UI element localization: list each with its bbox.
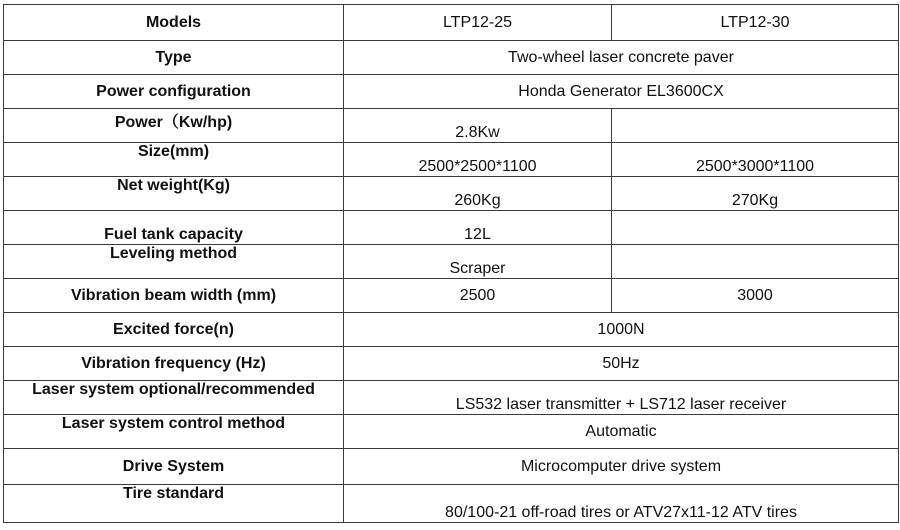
row-label-drive: Drive System — [4, 449, 344, 485]
model-ltp12-30: LTP12-30 — [612, 5, 899, 41]
value-weight-ltp12-30: 270Kg — [612, 177, 899, 211]
table-row — [4, 485, 899, 523]
row-label-tire: Tire standard — [4, 485, 344, 523]
value-laser-system: LS532 laser transmitter + LS712 laser receiver — [344, 381, 899, 415]
value-size-ltp12-25: 2500*2500*1100 — [344, 143, 612, 177]
row-label-laser-control: Laser system control method — [4, 415, 344, 449]
table-row — [4, 5, 899, 41]
table-row — [4, 109, 899, 143]
table-row — [4, 245, 899, 279]
row-label-models: Models — [4, 5, 344, 41]
table-row — [4, 41, 899, 75]
row-label-fuel-tank: Fuel tank capacity — [4, 211, 344, 245]
table-row — [4, 75, 899, 109]
value-frequency: 50Hz — [344, 347, 899, 381]
table-row — [4, 449, 899, 485]
value-power-config: Honda Generator EL3600CX — [344, 75, 899, 109]
value-size-ltp12-30: 2500*3000*1100 — [612, 143, 899, 177]
table-row — [4, 381, 899, 415]
row-label-laser-system: Laser system optional/recommended — [4, 381, 344, 415]
row-label-size: Size(mm) — [4, 143, 344, 177]
table-row — [4, 211, 899, 245]
table-row — [4, 313, 899, 347]
spec-table — [3, 4, 899, 523]
value-leveling-ltp12-25: Scraper — [344, 245, 612, 279]
table-row — [4, 347, 899, 381]
value-laser-control: Automatic — [344, 415, 899, 449]
value-fuel-ltp12-30 — [612, 211, 899, 245]
value-leveling-ltp12-30 — [612, 245, 899, 279]
row-label-power-config: Power configuration — [4, 75, 344, 109]
table-row — [4, 177, 899, 211]
value-type: Two-wheel laser concrete paver — [344, 41, 899, 75]
value-beam-ltp12-30: 3000 — [612, 279, 899, 313]
table-row — [4, 415, 899, 449]
value-fuel-ltp12-25: 12L — [344, 211, 612, 245]
row-label-net-weight: Net weight(Kg) — [4, 177, 344, 211]
value-power-ltp12-30 — [612, 109, 899, 143]
value-drive: Microcomputer drive system — [344, 449, 899, 485]
row-label-frequency: Vibration frequency (Hz) — [4, 347, 344, 381]
row-label-leveling: Leveling method — [4, 245, 344, 279]
model-ltp12-25: LTP12-25 — [344, 5, 612, 41]
table-row — [4, 279, 899, 313]
value-weight-ltp12-25: 260Kg — [344, 177, 612, 211]
table-row — [4, 143, 899, 177]
value-force: 1000N — [344, 313, 899, 347]
row-label-power: Power（Kw/hp) — [4, 109, 344, 143]
value-power-ltp12-25: 2.8Kw — [344, 109, 612, 143]
row-label-force: Excited force(n) — [4, 313, 344, 347]
row-label-beam-width: Vibration beam width (mm) — [4, 279, 344, 313]
value-tire: 80/100-21 off-road tires or ATV27x11-12 ATV tires — [344, 485, 899, 523]
row-label-type: Type — [4, 41, 344, 75]
value-beam-ltp12-25: 2500 — [344, 279, 612, 313]
